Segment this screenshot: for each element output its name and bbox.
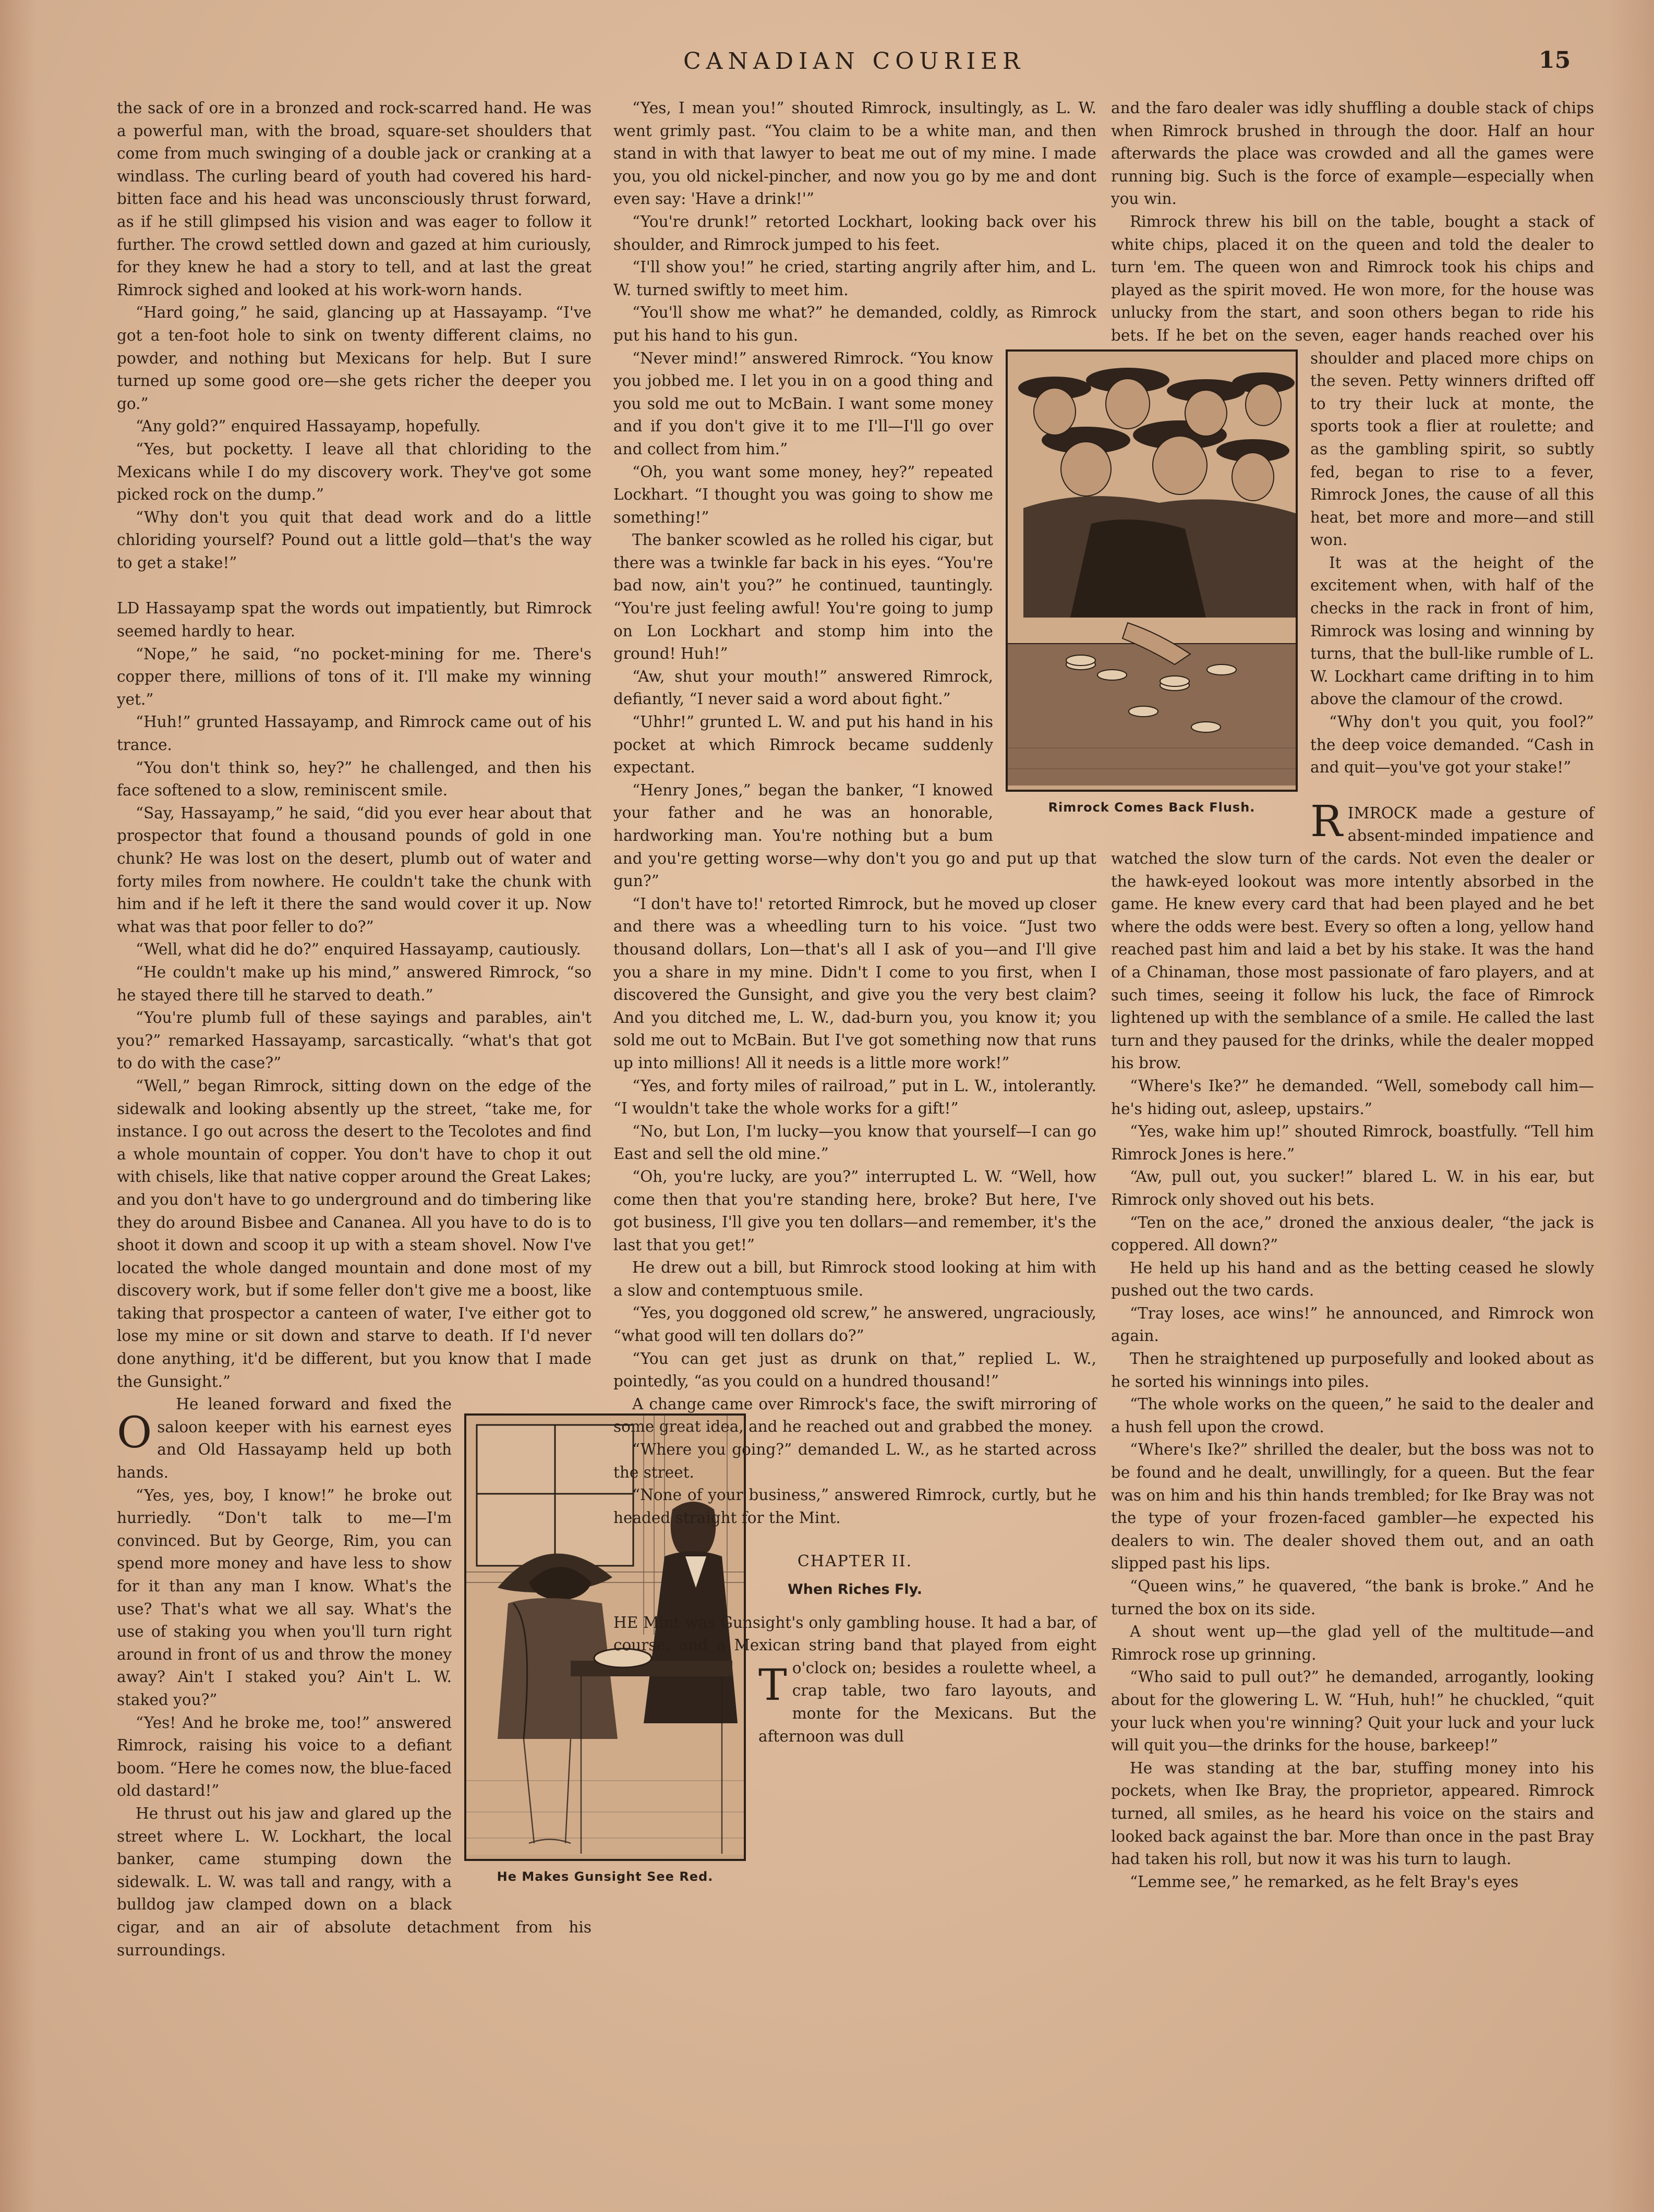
paragraph: “I'll show you!” he cried, starting angrily after him, and L. W. turned swiftly to meet him.	[613, 258, 1096, 299]
illustration-caption: Rimrock Comes Back Flush.	[1048, 800, 1255, 815]
paragraph: “Why don't you quit that dead work and do a little chloriding yourself? Pound out a little gold—that's the way to get a stake!”	[117, 508, 591, 572]
paragraph: “Oh, you want some money, hey?” repeated Lockhart. “I thought you was going to show me something!”	[613, 463, 993, 526]
paragraph: “Henry Jones,” began the banker, “I knowed your father and he was an honorable, hardworking man. You're nothing but a bum and you're getting worse—why don't you go and put up that gun?”	[613, 781, 1096, 890]
paragraph: “You're plumb full of these sayings and parables, ain't you?” remarked Hassayamp, sarcastically. “what's that got to do with the case?”	[117, 1009, 591, 1072]
running-head: CANADIAN COURIER	[683, 48, 1025, 75]
paragraph-text: IMROCK made a gesture of absent-minded impatience and watched the slow turn of the cards. Not even the dealer or the hawk-eyed lookout was more intently absorbed in the game. He knew every card that had been played and he bet where the odds were best. Every so often a long, yellow hand reached past him and laid a bet by his stake. It was the hand of a Chinaman, those most passionate of faro players, and at such times, seeing it follow his luck, the face of Rimrock lightened up with the semblance of a smile. He called the last turn and they paused for the drinks, while the dealer mopped his brow.	[1111, 804, 1594, 1072]
paragraph: “Yes, but pocketty. I leave all that chloriding to the Mexicans while I do my discovery work. They've got some picked rock on the dump.”	[117, 440, 591, 504]
paragraph: “You'll show me what?” he demanded, coldly, as Rimrock put his hand to his gun.	[613, 304, 1096, 344]
paragraph: “Ten on the ace,” droned the anxious dealer, “the jack is coppered. All down?”	[1111, 1213, 1594, 1254]
paragraph: He was standing at the bar, stuffing money into his pockets, when Ike Bray, the proprietor, appeared. Rimrock turned, all smiles, as he heard his voice on the stairs and looked back against the bar. More than once in the past Bray had taken his roll, but now it was his turn to laugh.	[1111, 1759, 1594, 1868]
paragraph: “Yes, I mean you!” shouted Rimrock, insultingly, as L. W. went grimly past. “You claim to be a white man, and then stand in with that lawyer to beat me out of my mine. I made you, you old nickel-pincher, and now you go by me and dont even say: 'Have a drink!'”	[613, 99, 1096, 208]
paragraph: “Nope,” he said, “no pocket-mining for me. There's copper there, millions of tons of it. I'll make my winning yet.”	[117, 645, 591, 708]
paragraph: “You don't think so, hey?” he challenged, and then his face softened to a slow, reminiscent smile.	[117, 758, 591, 800]
paragraph: “Hard going,” he said, glancing up at Hassayamp. “I've got a ten-foot hole to sink on twenty different claims, no powder, and nothing but Mexicans for help. But I sure turned up some good ore—she gets richer the deeper you go.”	[117, 304, 591, 413]
paragraph: “No, but Lon, I'm lucky—you know that yourself—I can go East and sell the old mine.”	[613, 1122, 1096, 1163]
chapter-title: When Riches Fly.	[787, 1581, 923, 1598]
paragraph: He thrust out his jaw and glared up the street where L. W. Lockhart, the local banker, came stumping down the sidewalk. L. W. was tall and rangy, with a bulldog jaw clamped down on a black cigar, and an air of absolute detachment from his surroundings.	[117, 1804, 591, 1959]
paragraph: “Aw, shut your mouth!” answered Rimrock, defiantly, “I never said a word about fight.”	[613, 667, 993, 708]
paragraph: “Aw, pull out, you sucker!” blared L. W. in his ear, but Rimrock only shoved out his bets.	[1111, 1168, 1594, 1208]
paragraph-text: Rimrock threw his bill on the table, bought a stack of white chips, placed it on the queen and told the dealer to turn 'em. The queen won and Rimrock took his chips and played as the spirit moved. He won more, for the house was unlucky from the start, and soon others began to ride his bets. If he bet on the seven, eager hands reached over his shoulder and placed more chips on the seven. Petty winners drifted off to try their luck at monte, the sports took a flier at roulette; and as the gambling spirit, so subtly fed, began to rise to a fever, Rimrock Jones, the cause of all this heat, bet more and more—and still won.	[1111, 212, 1594, 549]
paragraph	[117, 1075, 591, 1393]
drop-cap: R	[1310, 796, 1343, 847]
paragraph: It was at the height of the excitement when, with half of the checks in the rack in front of him, Rimrock was losing and winning by turns, that the bull-like rumble of L. W. Lockhart came drifting in to him above the clamour of the crowd.	[1310, 553, 1594, 708]
paragraph: “I don't have to!' retorted Rimrock, but he moved up closer and there was a wheedling turn to his voice. “Just two thousand dollars, Lon—that's all I ask of you—and I'll give you a share in my mine. Didn't I come to you first, when I discovered the Gunsight, and give you the very best claim? And you ditched me, L. W., dad-burn you, you know it; you sold me out to McBain. But I've got something now that runs up into millions! All it needs is a little more work!”	[613, 895, 1096, 1072]
paragraph: A shout went up—the glad yell of the multitude—and Rimrock rose up grinning.	[1111, 1623, 1594, 1663]
illustration-caption: He Makes Gunsight See Red.	[497, 1869, 714, 1884]
section-break	[117, 574, 591, 597]
paragraph: “You're drunk!” retorted Lockhart, looking back over his shoulder, and Rimrock jumped to his feet.	[613, 212, 1096, 253]
paragraph: He leaned forward and fixed the saloon keeper with his earnest eyes and Old Hassayamp held up both hands.	[117, 1395, 452, 1482]
paragraph: “Yes! And he broke me, too!” answered Rimrock, raising his voice to a defiant boom. “Here he comes now, the blue-faced old dastard!”	[117, 1713, 452, 1800]
drop-cap: O	[117, 1408, 152, 1458]
paragraph: “Why don't you quit, you fool?” the deep voice demanded. “Cash in and quit—you've got your stake!”	[1310, 713, 1594, 777]
paragraph: “You can get just as drunk on that,” replied L. W., pointedly, “as you could on a hundred thousand!”	[613, 1349, 1096, 1391]
paragraph: “Yes, you doggoned old screw,” he answered, ungraciously, “what good will ten dollars do?”	[613, 1304, 1096, 1345]
paragraph: “Queen wins,” he quavered, “the bank is broke.” And he turned the box on its side.	[1111, 1577, 1594, 1618]
column-3	[1111, 97, 1594, 1893]
paragraph: “Well, what did he do?” enquired Hassayamp, cautiously.	[136, 940, 581, 959]
paragraph: “He couldn't make up his mind,” answered Rimrock, “so he stayed there till he starved to death.”	[117, 963, 591, 1004]
paragraph: “Huh!” grunted Hassayamp, and Rimrock came out of his trance.	[117, 713, 591, 754]
paragraph: The banker scowled as he rolled his cigar, but there was a twinkle far back in his eyes. “You're bad now, ain't you?” he continued, tauntingly. “You're just feeling awful! You're going to jump on Lon Lockhart and stomp him into the ground! Huh!”	[613, 531, 993, 663]
paragraph: “Say, Hassayamp,” he said, “did you ever hear about that prospector that found a thousand pounds of gold in one chunk? He was lost on the desert, plumb out of water and forty miles from nowhere. He couldn't take the chunk with him and if he left it there the sand would cover it up. Now what was that poor feller to do?”	[117, 804, 591, 936]
paragraph: He held up his hand and as the betting ceased he slowly pushed out the two cards.	[1111, 1259, 1594, 1300]
paragraph: “Tray loses, ace wins!” he announced, and Rimrock won again.	[1111, 1304, 1594, 1345]
paragraph: “Lemme see,” he remarked, as he felt Bray's eyes	[1130, 1872, 1519, 1891]
paragraph: “None of your business,” answered Rimrock, curtly, but he headed straight for the Mint.	[613, 1486, 1096, 1527]
paragraph: He drew out a bill, but Rimrock stood looking at him with a slow and contemptuous smile.	[613, 1259, 1096, 1299]
paragraph-text: LD Hassayamp spat the words out impatiently, but Rimrock seemed hardly to hear.	[117, 599, 591, 640]
paragraph: “Never mind!” answered Rimrock. “You know you jobbed me. I let you in on a good thing and you sold me out to McBain. I want some money and if you don't give it to me I'll—I'll go over and collect from him.”	[613, 349, 993, 458]
paragraph-text: HE Mint was Gunsight's only gambling house. It had a bar, of course, and a Mexican string band that played from eight o'clock on; besides a roulette wheel, a crap table, two faro layouts, and monte for the Mexicans. But the afternoon was dull	[613, 1613, 1096, 1745]
drop-cap: T	[758, 1661, 787, 1710]
paragraph: and the faro dealer was idly shuffling a double stack of chips when Rimrock brushed in through the door. Half an hour afterwards the place was crowded and all the games were running big. Such is the force of example—especially when you win.	[1111, 99, 1594, 208]
paragraph: Then he straightened up purposefully and looked about as he sorted his winnings into piles.	[1111, 1350, 1594, 1391]
paragraph: “Where's Ike?” he demanded. “Well, somebody call him—he's hiding out, asleep, upstairs.”	[1111, 1077, 1594, 1118]
page-number: 15	[1539, 47, 1571, 74]
paragraph: “Who said to pull out?” he demanded, arrogantly, looking about for the glowering L. W. “Huh, huh!” he chuckled, “quit your luck when you're winning? Quit your luck and your luck will quit you—the drinks for the house, barkeep!”	[1111, 1668, 1594, 1755]
paragraph: “Where you going?” demanded L. W., as he started across the street.	[613, 1441, 1096, 1481]
paragraph: “Oh, you're lucky, are you?” interrupted L. W. “Well, how come then that you're standing here, broke? But here, I've got business, I'll give you ten dollars—and remember, it's the last that you get!”	[613, 1167, 1096, 1254]
paragraph: A change came over Rimrock's face, the swift mirroring of some great idea, and he reached out and grabbed the money.	[613, 1395, 1096, 1436]
paragraph: “Any gold?” enquired Hassayamp, hopefully.	[136, 417, 481, 436]
paragraph-dropcap	[1111, 796, 1594, 1075]
paragraph: “Uhhr!” grunted L. W. and put his hand in his pocket at which Rimrock became suddenly expectant.	[613, 713, 993, 777]
paragraph: “Yes, yes, boy, I know!” he broke out hurriedly. “Don't talk to me—I'm convinced. But by George, Rim, you can spend more money and have less to show for it than any man I know. What's the use? That's what we all say. What's the use of staking you when you'll turn right around in front of us and throw the money away? Ain't I staked you? Ain't L. W. staked you?”	[117, 1486, 452, 1709]
paragraph: “Yes, and forty miles of railroad,” put in L. W., intolerantly. “I wouldn't take the whole works for a gift!”	[613, 1077, 1096, 1118]
paragraph: the sack of ore in a bronzed and rock-scarred hand. He was a powerful man, with the broad, square-set shoulders that come from much swinging of a double jack or cranking at a windlass. The curling beard of youth had covered his hard-bitten face and his head was unconsciously thrust forward, as if he still glimpsed his vision and was eager to follow it further. The crowd settled down and gazed at him curiously, for they knew he had a story to tell, and at last the great Rimrock sighed and looked at his work-worn hands.	[117, 99, 591, 299]
float-spacer	[613, 1666, 758, 2147]
paragraph: “Where's Ike?” shrilled the dealer, but the boss was not to be found and he dealt, unwillingly, for a queen. But the fear was on him and his thin hands trembled; for Ike Bray was not the type of your frozen-faced gambler—he expected his dealers to win. The dealer shoved them out, and an oath slipped past his lips.	[1111, 1441, 1594, 1573]
chapter-heading: CHAPTER II.	[797, 1552, 913, 1571]
paragraph: “The whole works on the queen,” he said to the dealer and a hush fell upon the crowd.	[1111, 1395, 1594, 1436]
float-spacer	[1111, 349, 1310, 825]
paragraph: “Yes, wake him up!” shouted Rimrock, boastfully. “Tell him Rimrock Jones is here.”	[1111, 1122, 1594, 1163]
paragraph-text: “Well,” began Rimrock, sitting down on the edge of the sidewalk and looking absently up the street, “take me, for instance. I go out across the desert to the Tecolotes and find a whole mountain of copper. You don't have to chop it out with chisels, like that native copper around the Great Lakes; and you don't have to go underground and do timbering like they do around Bisbee and Cananea. All you have to do is to shoot it down and scoop it up with a steam shovel. Now I've located the whole danged mountain and done most of my discovery work, but if some feller don't give me a boost, like taking that prospector a canteen of water, I've either got to lose my mine or sit down and starve to death. If I'd never done anything, it'd be different, but you know that I made the Gunsight.”	[117, 1077, 591, 1391]
